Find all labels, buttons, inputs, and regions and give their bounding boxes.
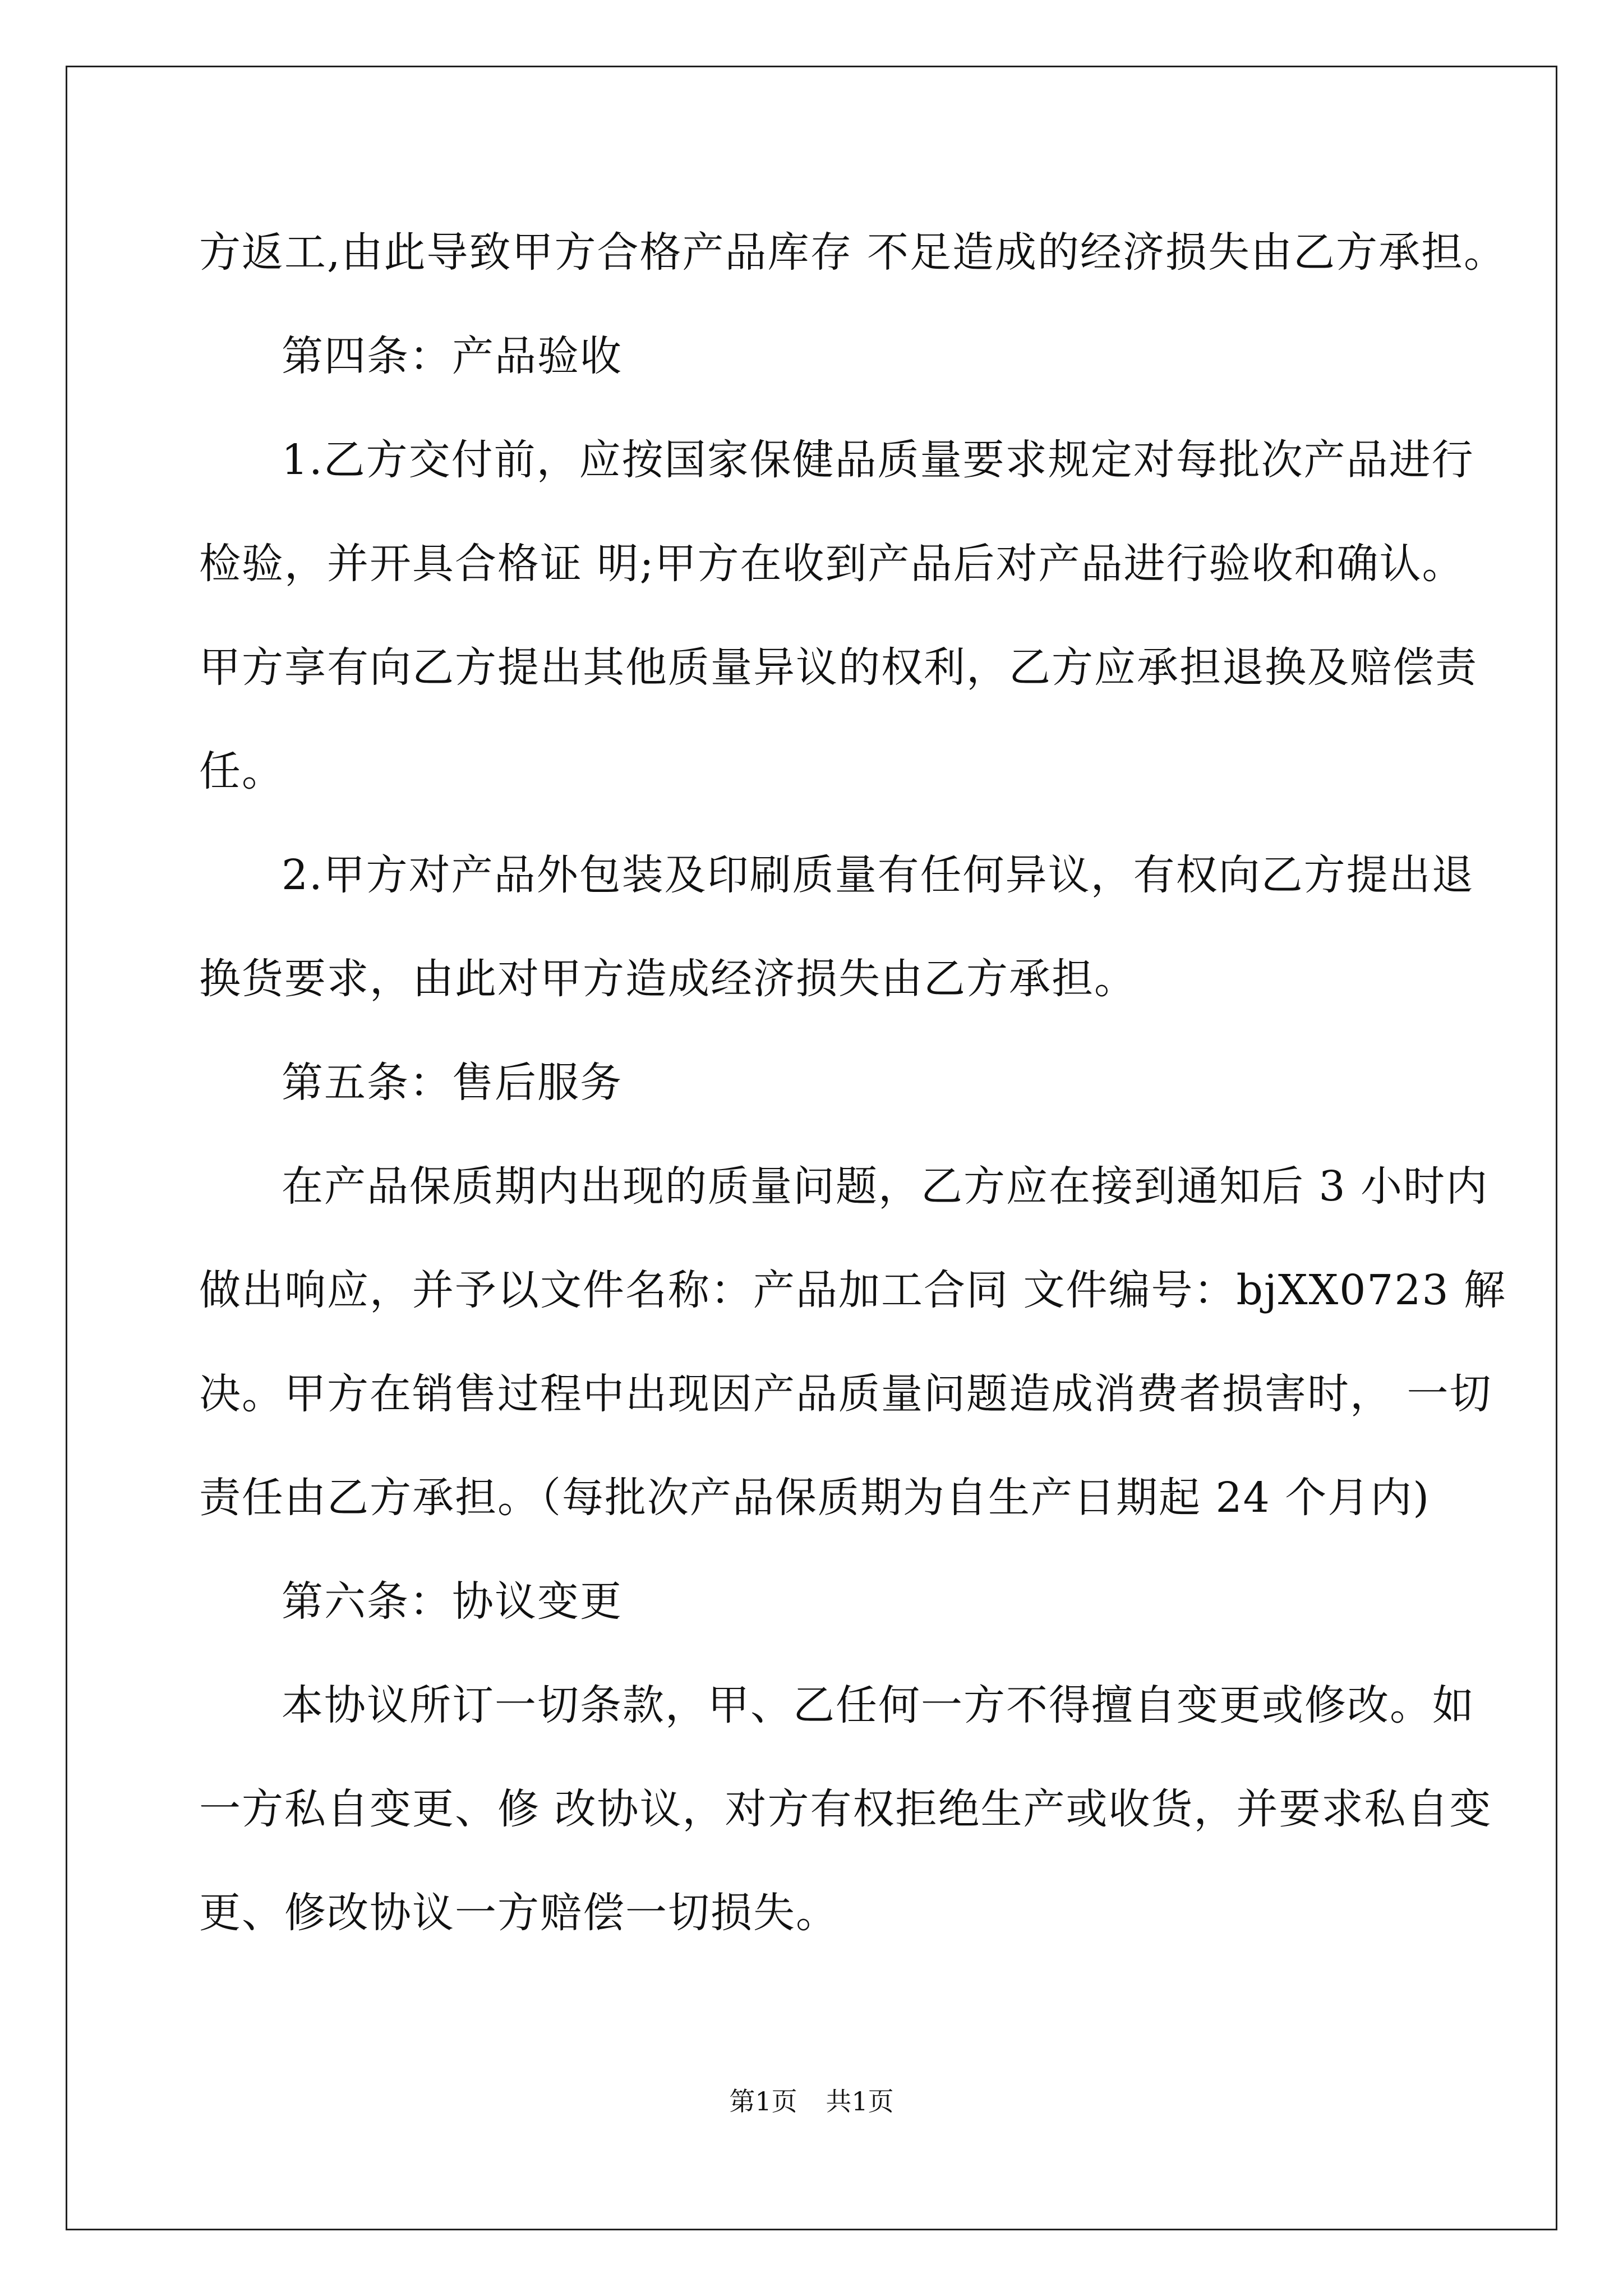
section-heading: 第四条：产品验收 (282, 332, 623, 380)
paragraph-line: 一方私自变更、修 改协议，对方有权拒绝生产或收货，并要求私自变 (199, 1785, 1492, 1833)
paragraph-line: 检验，并开具合格证 明;甲方在收到产品后对产品进行验收和确认。 (199, 540, 1465, 588)
paragraph-line: 在产品保质期内出现的质量问题，乙方应在接到通知后 3 小时内 (282, 1162, 1489, 1211)
page-footer (0, 2081, 1623, 2118)
paragraph-line: 任。 (199, 747, 284, 795)
section-heading: 第五条：售后服务 (282, 1059, 623, 1107)
paragraph-line: 决。甲方在销售过程中出现因产品质量问题造成消费者损害时， 一切 (199, 1370, 1492, 1418)
paragraph-line: 1.乙方交付前，应按国家保健品质量要求规定对每批次产品进行 (282, 436, 1474, 484)
page-number: 第1页 (729, 2086, 797, 2116)
section-heading: 第六条：协议变更 (282, 1577, 623, 1626)
paragraph-line: 责任由乙方承担。（每批次产品保质期为自生产日期起 24 个月内) (199, 1474, 1431, 1522)
paragraph-line: 本协议所订一切条款，甲、乙任何一方不得擅自变更或修改。如 (282, 1681, 1475, 1729)
paragraph-line: 换货要求，由此对甲方造成经济损失由乙方承担。 (199, 955, 1137, 1003)
paragraph-line: 更、修改协议一方赔偿一切损失。 (199, 1889, 838, 1937)
page-total: 共1页 (826, 2086, 894, 2116)
paragraph-line: 甲方享有向乙方提出其他质量异议的权利，乙方应承担退换及赔偿责 (199, 643, 1478, 692)
paragraph-line: 2.甲方对产品外包装及印刷质量有任何异议，有权向乙方提出退 (282, 851, 1474, 899)
paragraph-line: 做出响应，并予以文件名称：产品加工合同 文件编号：bjXX0723 解 (199, 1266, 1507, 1314)
paragraph-line: 方返工,由此导致甲方合格产品库存 不足造成的经济损失由乙方承担。 (199, 228, 1507, 277)
